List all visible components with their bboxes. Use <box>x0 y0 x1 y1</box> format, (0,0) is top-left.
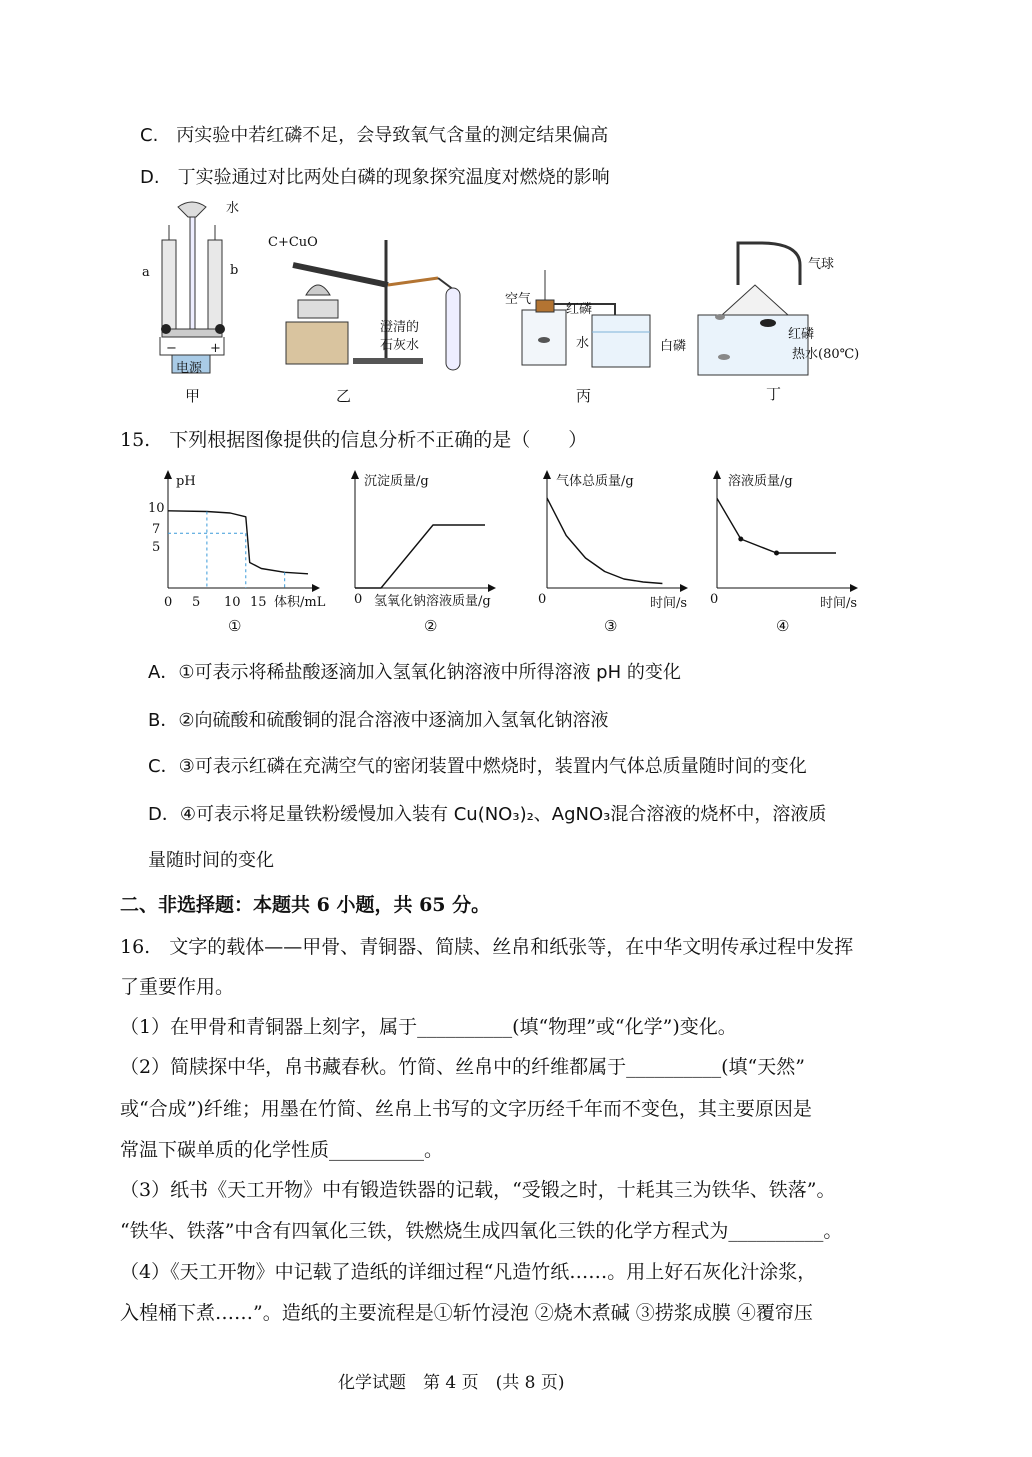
balloon-label: 气球 <box>808 257 835 272</box>
q15-option-b: B．②向硫酸和硫酸铜的混合溶液中逐滴加入氢氧化钠溶液 <box>148 710 609 731</box>
q16-part3-line1: （3）纸书《天工开物》中有锻造铁器的记载，“受锻之时，十耗其三为铁华、铁落”。 <box>120 1179 836 1201</box>
minus-label: − <box>166 341 177 356</box>
graph1-xtick-10: 10 <box>224 595 241 610</box>
q16-part2-line3: 常温下碳单质的化学性质__________。 <box>120 1139 444 1161</box>
graph1-xtick-15: 15 <box>250 595 267 610</box>
q16-line1: 16. 文字的载体——甲骨、青铜器、简牍、丝帛和纸张等，在中华文明传承过程中发挥 <box>120 936 854 958</box>
tube-b-label: b <box>230 263 239 278</box>
water-label: 水 <box>226 201 240 216</box>
graph2-caption: ② <box>424 617 438 635</box>
graph4-caption: ④ <box>776 617 790 635</box>
graph2-origin: 0 <box>354 592 363 607</box>
water-label-bing: 水 <box>576 336 590 351</box>
figure-jia-electrolysis <box>140 195 260 405</box>
graph1-caption: ① <box>228 617 242 635</box>
q15-stem: 15. 下列根据图像提供的信息分析不正确的是（ ） <box>120 429 588 451</box>
graph1-xlabel: 体积/mL <box>274 595 326 610</box>
q16-line2: 了重要作用。 <box>120 976 235 998</box>
graph2-curve <box>355 525 485 588</box>
figure-yi-caption: 乙 <box>336 387 352 405</box>
reactant-label: C+CuO <box>268 235 318 250</box>
figure-ding-caption: 丁 <box>766 385 782 403</box>
tube-a-label: a <box>142 265 150 280</box>
red-phosphorus-label-ding: 红磷 <box>788 327 815 342</box>
graph3-xlabel: 时间/s <box>650 596 688 611</box>
graph1-ytick-10: 10 <box>148 501 165 516</box>
figure-jia-caption: 甲 <box>185 387 201 405</box>
q16-part2-line2: 或“合成”)纤维；用墨在竹简、丝帛上书写的文字历经千年而不变色，其主要原因是 <box>120 1098 812 1120</box>
graph4-point-0 <box>738 537 743 542</box>
q15-option-c: C．③可表示红磷在充满空气的密闭装置中燃烧时，装置内气体总质量随时间的变化 <box>148 756 807 777</box>
graph4-point-1 <box>774 551 779 556</box>
graph4-curve <box>717 498 836 553</box>
figure-ding-combustion <box>660 235 880 405</box>
q15-graphs <box>140 465 870 640</box>
red-phosphorus-label: 红磷 <box>566 302 593 317</box>
figure-bing-oxygen <box>500 270 660 405</box>
q15-option-d-line1: D．④可表示将足量铁粉缓慢加入装有 Cu(NO₃)₂、AgNO₃混合溶液的烧杯中，溶液质 <box>148 804 827 825</box>
limewater-label-1: 澄清的 <box>380 320 420 335</box>
combustion-apparatus-drawing <box>660 235 880 405</box>
section-heading: 二、非选择题：本题共 6 小题，共 65 分。 <box>120 894 491 916</box>
power-source-label: 电源 <box>176 361 203 376</box>
graph1-xtick-5: 5 <box>192 595 201 610</box>
carbon-reduction-apparatus-drawing <box>268 230 478 405</box>
q16-part3-line2: “铁华、铁落”中含有四氧化三铁，铁燃烧生成四氧化三铁的化学方程式为__________。 <box>120 1220 843 1242</box>
hot-water-label: 热水(80℃) <box>792 347 860 362</box>
graph1-curve <box>168 511 308 574</box>
graph3-curve <box>547 498 662 584</box>
graph3-ylabel: 气体总质量/g <box>556 474 634 489</box>
graph1-ytick-5: 5 <box>152 540 161 555</box>
q15-graphs-svg <box>140 465 870 640</box>
plus-label: + <box>210 341 221 356</box>
graph2-ylabel: 沉淀质量/g <box>364 474 429 489</box>
q16-part4-line2: 入楻桶下煮……”。造纸的主要流程是①斩竹浸泡 ②烧木煮碱 ③捞浆成膜 ④覆帘压 <box>120 1302 813 1324</box>
graph4-ylabel: 溶液质量/g <box>728 474 793 489</box>
figure-yi-reduction <box>268 230 478 405</box>
graph3-origin: 0 <box>538 592 547 607</box>
graph1-ytick-7: 7 <box>152 522 161 537</box>
graph2-xlabel: 氢氧化钠溶液质量/g <box>374 594 491 609</box>
graph1-ylabel: pH <box>176 474 196 489</box>
q14-option-d: D. 丁实验通过对比两处白磷的现象探究温度对燃烧的影响 <box>140 167 610 188</box>
graph4-xlabel: 时间/s <box>820 596 858 611</box>
white-phosphorus-label: 白磷 <box>660 339 687 354</box>
q15-option-d-line2: 量随时间的变化 <box>148 850 274 871</box>
figure-bing-caption: 丙 <box>576 387 592 405</box>
page-footer: 化学试题 第 4 页 (共 8 页) <box>338 1373 565 1393</box>
graph4-origin: 0 <box>710 592 719 607</box>
q16-part2-line1: （2）简牍探中华，帛书藏春秋。竹简、丝帛中的纤维都属于__________(填“天然” <box>120 1056 805 1078</box>
limewater-label-2: 石灰水 <box>380 338 420 353</box>
q15-option-a: A．①可表示将稀盐酸逐滴加入氢氧化钠溶液中所得溶液 pH 的变化 <box>148 662 681 683</box>
q14-option-c: C. 丙实验中若红磷不足，会导致氧气含量的测定结果偏高 <box>140 125 609 146</box>
q16-part4-line1: （4）《天工开物》中记载了造纸的详细过程“凡造竹纸……。用上好石灰化汁涂浆， <box>120 1261 817 1283</box>
graph1-xtick-0: 0 <box>164 595 173 610</box>
graph3-caption: ③ <box>604 617 618 635</box>
air-label: 空气 <box>505 292 532 307</box>
q16-part1: （1）在甲骨和青铜器上刻字，属于__________(填“物理”或“化学”)变化。 <box>120 1016 737 1038</box>
